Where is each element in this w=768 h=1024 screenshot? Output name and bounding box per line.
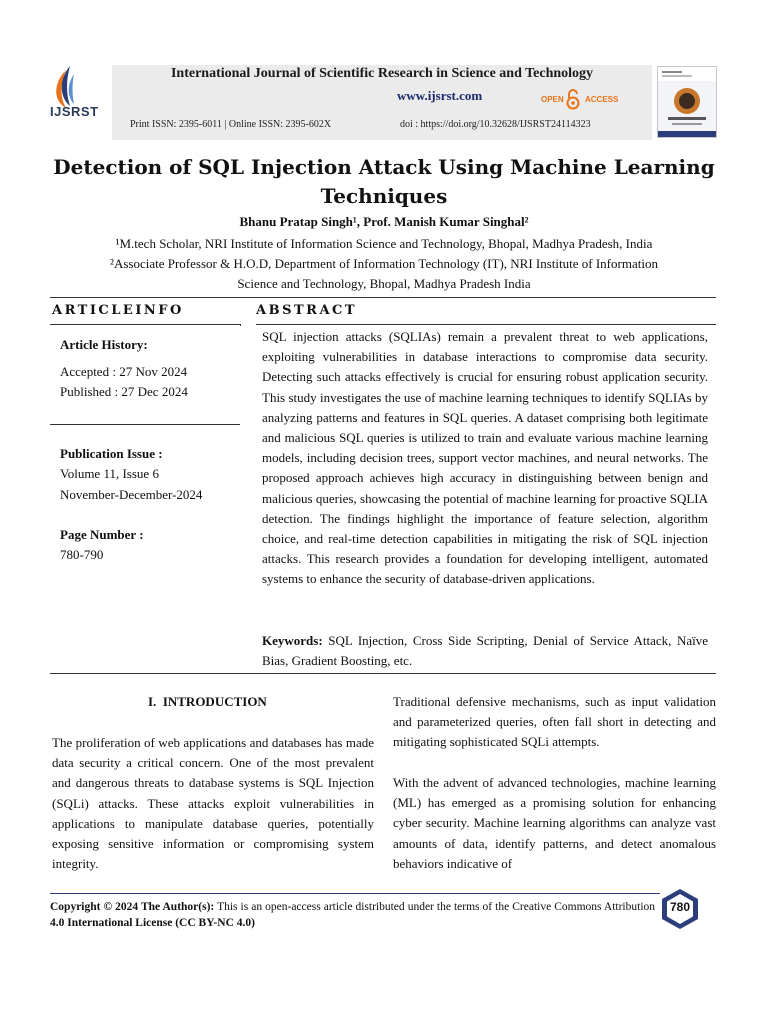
top-divider (50, 297, 716, 298)
introduction-left-column: The proliferation of web applications and databases has made data security a critical concern. One of the most prevalent and dangerous threats to database systems is SQL Injection (SQLi) attacks. These attacks exploit vulnerabilities in applications to manipulate database queries, potentially exposing sensitive information or compromising system integrity. (52, 735, 374, 872)
open-lock-icon (565, 88, 581, 110)
volume-issue: Volume 11, Issue 6 (60, 466, 159, 481)
page-number-label: Page Number : (60, 527, 144, 542)
journal-url-link[interactable]: www.ijsrst.com (397, 88, 483, 103)
issn-text: Print ISSN: 2395-6011 | Online ISSN: 2395-602X (130, 119, 332, 130)
affiliation-2-line-2: Science and Technology, Bhopal, Madhya Pradesh India (237, 276, 531, 291)
keywords-list: SQL Injection, Cross Side Scripting, Denial of Service Attack, Naïve Bias, Gradient Boosting, etc. (262, 633, 708, 669)
section-title: INTRODUCTION (162, 694, 267, 709)
article-history-label: Article History: (60, 337, 148, 352)
column-divider-top (240, 324, 241, 326)
section-number: I. (148, 694, 157, 709)
copyright-text: This is an open-access article distributed under the terms of the Creative Commons Attribution (214, 901, 656, 913)
abstract-bottom-rule (50, 673, 716, 674)
doi-link[interactable]: doi : https://doi.org/10.32628/IJSRST24114323 (400, 119, 591, 130)
open-access-text-left: OPEN (541, 95, 564, 104)
cover-image-icon (658, 67, 716, 137)
article-info-heading: ARTICLEINFO (52, 303, 184, 318)
paper-authors: Bhanu Pratap Singh¹, Prof. Manish Kumar Singhal² (239, 214, 529, 229)
publication-period: November-December-2024 (60, 487, 203, 502)
affiliation-1: ¹M.tech Scholar, NRI Institute of Information Science and Technology, Bhopal, Madhya Pradesh, India (115, 236, 653, 251)
abstract-text: SQL injection attacks (SQLIAs) remain a prevalent threat to web applications, exploiting vulnerabilities in database interactions to compromise data security. Detecting such attacks effectively is crucial for ensuring robust application security. This study investigates the use of machine learning techniques to identify SQLIAs by analyzing patterns and features in SQL queries. A dataset comprising both legitimate and malicious SQL queries is utilized to train and evaluate various machine learning models, including decision trees, support vector machines, and neural networks. The proposed approach achieves high accuracy in distinguishing between benign and malicious queries, showcasing the potential of machine learning for proactive SQLIA detection. The findings highlight the importance of feature selection, algorithm choice, and real-time detection capabilities in mitigating the risk of SQL injection attacks. This research provides a foundation for developing intelligent, automated systems to enhance the security of database-driven applications. (262, 329, 708, 587)
introduction-right-column-p2: With the advent of advanced technologies, machine learning (ML) has emerged as a promising solution for enhancing cyber security. Machine learning algorithms can analyze vast amounts of data, identify patterns, and detect anomalous behaviors indicative of (393, 775, 716, 871)
introduction-heading (148, 694, 267, 710)
keywords-label: Keywords: (262, 633, 323, 648)
article-info-rule (50, 324, 240, 325)
copyright-bold: Copyright © 2024 The Author(s): (50, 901, 215, 913)
abstract-heading: ABSTRACT (256, 303, 358, 318)
page-number: 780 (669, 900, 691, 914)
journal-name: International Journal of Scientific Research in Science and Technology (170, 66, 594, 81)
abstract-rule (256, 324, 716, 325)
article-info-section-rule (50, 424, 240, 425)
copyright-notice (50, 899, 655, 931)
open-access-text-right: ACCESS (585, 95, 619, 104)
introduction-right-column-p1: Traditional defensive mechanisms, such as input validation and parameterized queries, often fall short in detecting and mitigating sophisticated SQLi attempts. (393, 694, 716, 750)
license-name: 4.0 International License (CC BY-NC 4.0) (50, 917, 255, 929)
accepted-date: Accepted : 27 Nov 2024 (60, 364, 188, 379)
journal-logo-text: IJSRST (50, 104, 99, 119)
affiliation-2-line-1: ²Associate Professor & H.O.D, Department of Information Technology (IT), NRI Institute of Information (110, 256, 658, 271)
open-access-badge (541, 88, 621, 110)
footer-rule (50, 893, 660, 894)
journal-cover-thumbnail (657, 66, 717, 138)
publication-issue-label: Publication Issue : (60, 446, 163, 461)
paper-title: Detection of SQL Injection Attack Using Machine Learning Techniques (53, 155, 715, 208)
page-range: 780-790 (60, 547, 104, 562)
published-date: Published : 27 Dec 2024 (60, 384, 188, 399)
keywords-paragraph (262, 631, 708, 671)
